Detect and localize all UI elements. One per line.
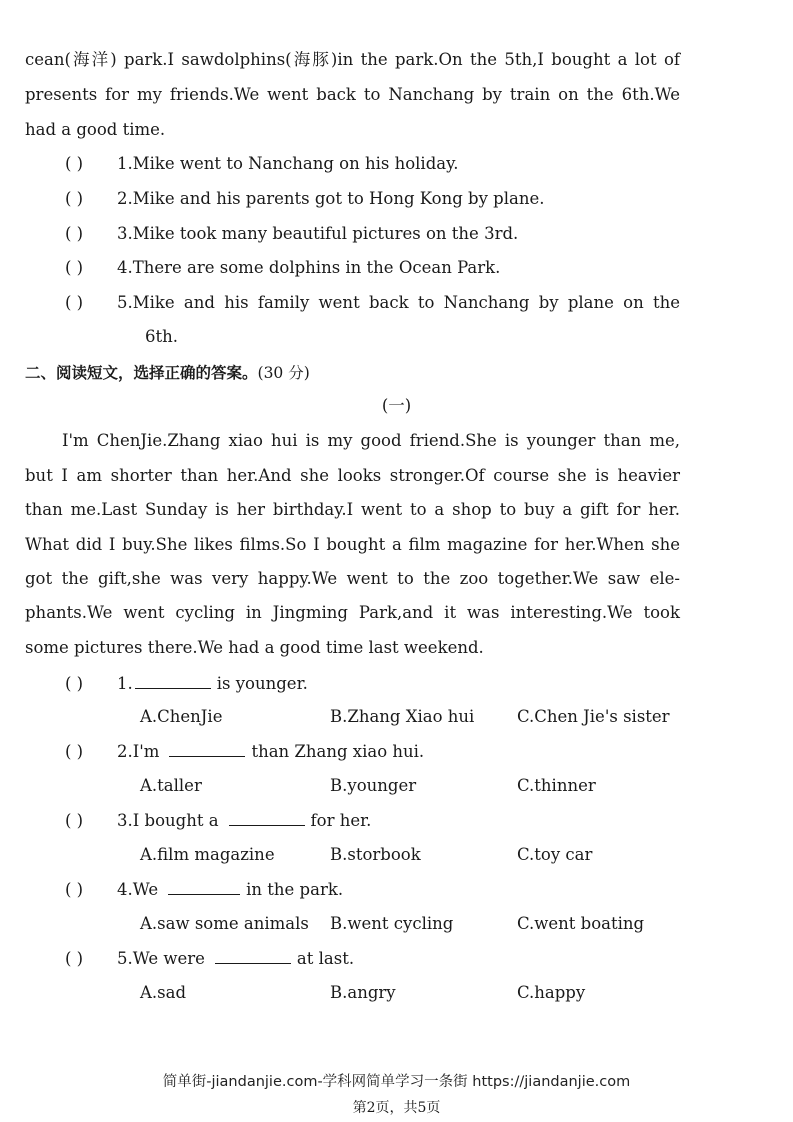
answer-paren[interactable]: ( ) [65, 258, 84, 277]
option-c[interactable]: C.Chen Jie's sister [517, 707, 670, 726]
answer-paren[interactable]: ( ) [65, 293, 84, 312]
tf-question: 2.Mike and his parents got to Hong Kong by plane. [117, 189, 545, 208]
question-stem: than Zhang xiao hui. [251, 742, 425, 761]
passage-line: What did I buy.She likes films.So I bought a film magazine for her.When she [25, 535, 680, 554]
option-b[interactable]: B.storbook [330, 845, 421, 864]
question-stem: 2.I'm [117, 742, 160, 761]
answer-blank[interactable] [215, 949, 291, 964]
answer-paren[interactable]: ( ) [65, 880, 84, 899]
tf-question: 1.Mike went to Nanchang on his holiday. [117, 154, 459, 173]
answer-blank[interactable] [168, 880, 240, 895]
option-c[interactable]: C.thinner [517, 776, 596, 795]
passage-line: cean(海洋) park.I sawdolphins(海豚)in the park.On the 5th,I bought a lot of [25, 50, 680, 69]
answer-paren[interactable]: ( ) [65, 154, 84, 173]
section-title: 二、阅读短文，选择正确的答案。 [25, 364, 258, 382]
answer-blank[interactable] [135, 674, 211, 689]
question-stem: 5.We were [117, 949, 205, 968]
question-stem: at last. [296, 949, 355, 968]
answer-paren[interactable]: ( ) [65, 811, 84, 830]
section-heading [25, 361, 310, 385]
option-a[interactable]: A.film magazine [140, 845, 275, 864]
option-a[interactable]: A.saw some animals [140, 914, 309, 933]
question-stem: is younger. [216, 674, 308, 693]
mc-question [117, 947, 354, 971]
tf-question: 5.Mike and his family went back to Nanchang by plane on the [117, 293, 680, 312]
option-b[interactable]: B.angry [330, 983, 396, 1002]
option-c[interactable]: C.went boating [517, 914, 645, 933]
mc-question [117, 672, 308, 696]
section-score: (30 分) [257, 364, 310, 382]
source-footer: 简单街-jiandanjie.com-学科网简单学习一条街 https://jiandanjie.com [162, 1074, 631, 1090]
option-c[interactable]: C.toy car [517, 845, 593, 864]
option-b[interactable]: B.went cycling [330, 914, 454, 933]
option-a[interactable]: A.sad [140, 983, 187, 1002]
option-a[interactable]: A.taller [140, 776, 202, 795]
passage-line: had a good time. [25, 120, 166, 139]
passage-line: presents for my friends.We went back to Nanchang by train on the 6th.We [25, 85, 680, 104]
passage-line: I'm ChenJie.Zhang xiao hui is my good friend.She is younger than me, [62, 431, 680, 450]
answer-paren[interactable]: ( ) [65, 189, 84, 208]
question-stem: in the park. [246, 880, 344, 899]
passage-line: but I am shorter than her.And she looks stronger.Of course she is heavier [25, 466, 680, 485]
passage-line: than me.Last Sunday is her birthday.I went to a shop to buy a gift for her. [25, 500, 680, 519]
question-stem: for her. [310, 811, 372, 830]
passage-line: some pictures there.We had a good time last weekend. [25, 638, 484, 657]
passage-subtitle: (一) [381, 396, 412, 415]
page-number: 第2页，共5页 [352, 1100, 441, 1116]
question-stem: 3.I bought a [117, 811, 219, 830]
mc-question [117, 878, 343, 902]
answer-blank[interactable] [229, 811, 305, 826]
passage-line: got the gift,she was very happy.We went to the zoo together.We saw ele- [25, 569, 680, 588]
option-a[interactable]: A.ChenJie [140, 707, 223, 726]
answer-paren[interactable]: ( ) [65, 224, 84, 243]
option-c[interactable]: C.happy [517, 983, 586, 1002]
question-stem: 1. [117, 674, 133, 693]
tf-question: 4.There are some dolphins in the Ocean Park. [117, 258, 501, 277]
answer-paren[interactable]: ( ) [65, 949, 84, 968]
tf-question-cont: 6th. [145, 327, 178, 346]
option-b[interactable]: B.Zhang Xiao hui [330, 707, 475, 726]
mc-question [117, 809, 371, 833]
answer-paren[interactable]: ( ) [65, 674, 84, 693]
option-b[interactable]: B.younger [330, 776, 417, 795]
answer-paren[interactable]: ( ) [65, 742, 84, 761]
answer-blank[interactable] [169, 742, 245, 757]
question-stem: 4.We [117, 880, 159, 899]
passage-line: phants.We went cycling in Jingming Park,and it was interesting.We took [25, 603, 680, 622]
mc-question [117, 740, 424, 764]
tf-question: 3.Mike took many beautiful pictures on the 3rd. [117, 224, 519, 243]
